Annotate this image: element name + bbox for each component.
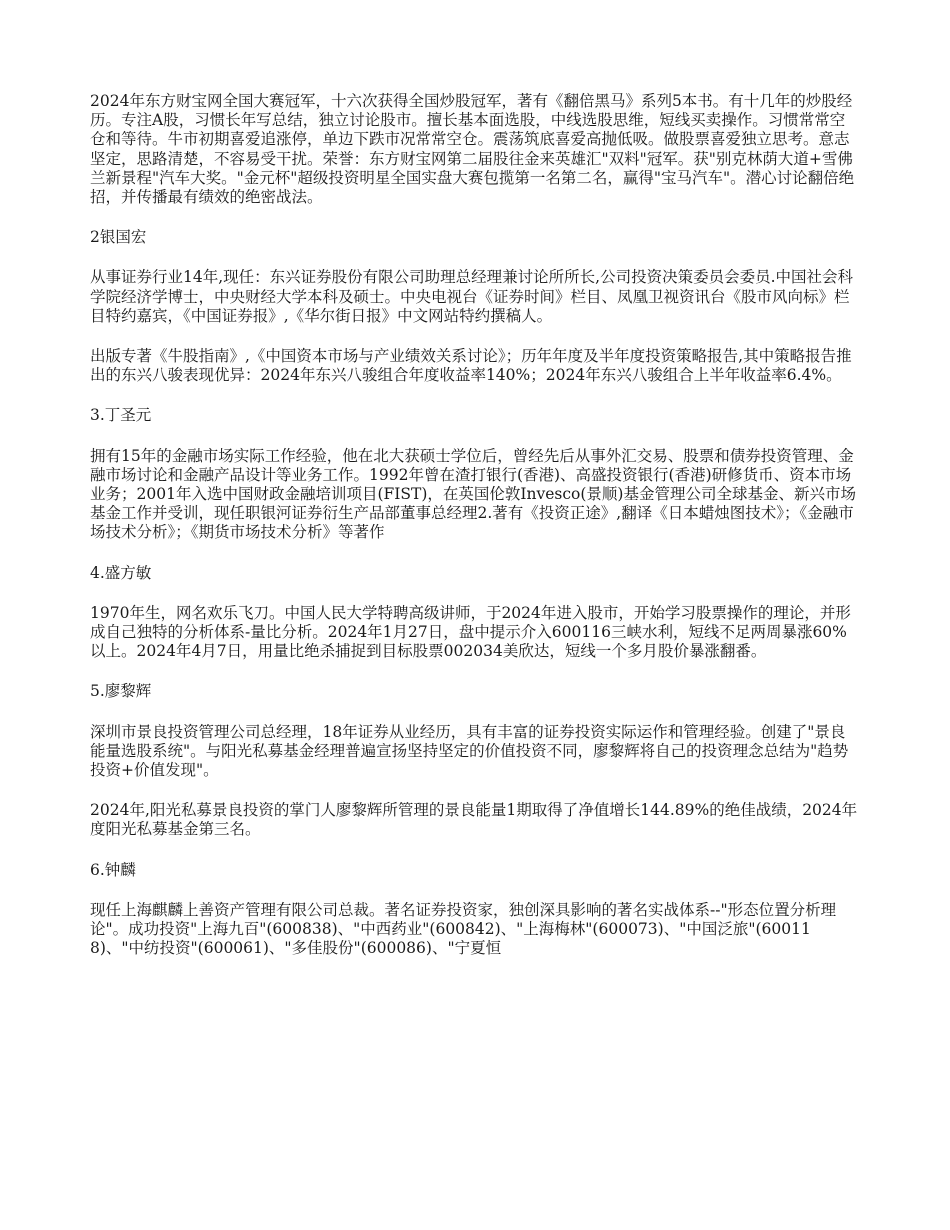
paragraph-profile-3: 拥有15年的金融市场实际工作经验，他在北大获硕士学位后，曾经先后从事外汇交易、股票和债券投资管理、金融市场讨论和金融产品设计等业务工作。1992年曾在渣打银行(香港)、高盛投资银行(香港)研修货币、资本市场业务；2001年入选中国财政金融培训项目(FIST)，在英国伦敦Invesco(景顺)基金管理公司全球基金、新兴市场基金工作并受训，现任职银河证券衍生产品部董事总经理2.著有《投资正途》,翻译《日本蜡烛图技术》；《金融市场技术分析》；《期货市场技术分析》等著作 xyxy=(90,446,856,542)
section-heading-4: 4.盛方敏 xyxy=(90,563,152,582)
document-page xyxy=(90,92,860,980)
paragraph-profile-5a: 深圳市景良投资管理公司总经理，18年证券从业经历，具有丰富的证券投资实际运作和管理经验。创建了"景良能量选股系统"。与阳光私募基金经理普遍宣扬坚持坚定的价值投资不同，廖黎辉将自己的投资理念总结为"趋势投资+价值发现"。 xyxy=(90,722,849,780)
section-heading-6: 6.钟麟 xyxy=(90,860,136,879)
paragraph-profile-4: 1970年生，网名欢乐飞刀。中国人民大学特聘高级讲师，于2024年进入股市，开始学习股票操作的理论，并形成自己独特的分析体系-量比分析。2024年1月27日，盘中提示介入600116三峡水利，短线不足两周暴涨60%以上。2024年4月7日，用量比绝杀捕捉到目标股票002034美欣达，短线一个多月股价暴涨翻番。 xyxy=(90,603,851,661)
paragraph-profile-1: 2024年东方财宝网全国大赛冠军，十六次获得全国炒股冠军，著有《翻倍黑马》系列5本书。有十几年的炒股经历。专注A股，习惯长年写总结，独立讨论股市。擅长基本面选股，中线选股思维，短线买卖操作。习惯常常空仓和等待。牛市初期喜爱追涨停，单边下跌市况常常空仓。震荡筑底喜爱高抛低吸。做股票喜爱独立思考。意志坚定，思路清楚，不容易受干扰。荣誉：东方财宝网第二届股往金来英雄汇"双料"冠军。获"别克林荫大道+雪佛兰新景程"汽车大奖。"金元杯"超级投资明星全国实盘大赛包揽第一名第二名，赢得"宝马汽车"。潜心讨论翻倍绝招，并传播最有绩效的绝密战法。 xyxy=(90,92,855,207)
section-heading-2: 2银国宏 xyxy=(90,228,147,247)
paragraph-profile-2a: 从事证券行业14年,现任：东兴证券股份有限公司助理总经理兼讨论所所长,公司投资决策委员会委员.中国社会科学院经济学博士，中央财经大学本科及硕士。中央电视台《证券时间》栏目、凤凰卫视资讯台《股市风向标》栏目特约嘉宾，《中国证券报》,《华尔街日报》中文网站特约撰稿人。 xyxy=(90,268,854,325)
paragraph-profile-6: 现任上海麒麟上善资产管理有限公司总裁。著名证券投资家，独创深具影响的著名实战体系--"形态位置分析理论"。成功投资"上海九百"(600838)、"中西药业"(600842)、"上海梅林"(600073)、"中国泛旅"(600118)、"中纺投资"(600061)、"多佳股份"(600086)、"宁夏恒 xyxy=(90,900,837,958)
paragraph-profile-2b: 出版专著《牛股指南》,《中国资本市场与产业绩效关系讨论》；历年年度及半年度投资策略报告,其中策略报告推出的东兴八骏表现优异：2024年东兴八骏组合年度收益率140%；2024年东兴八骏组合上半年收益率6.4%。 xyxy=(90,347,852,385)
section-heading-3: 3.丁圣元 xyxy=(90,406,152,425)
section-heading-5: 5.廖黎辉 xyxy=(90,682,152,701)
paragraph-profile-5b: 2024年,阳光私募景良投资的掌门人廖黎辉所管理的景良能量1期取得了净值增长144.89%的绝佳战绩，2024年度阳光私募基金第三名。 xyxy=(90,801,858,839)
